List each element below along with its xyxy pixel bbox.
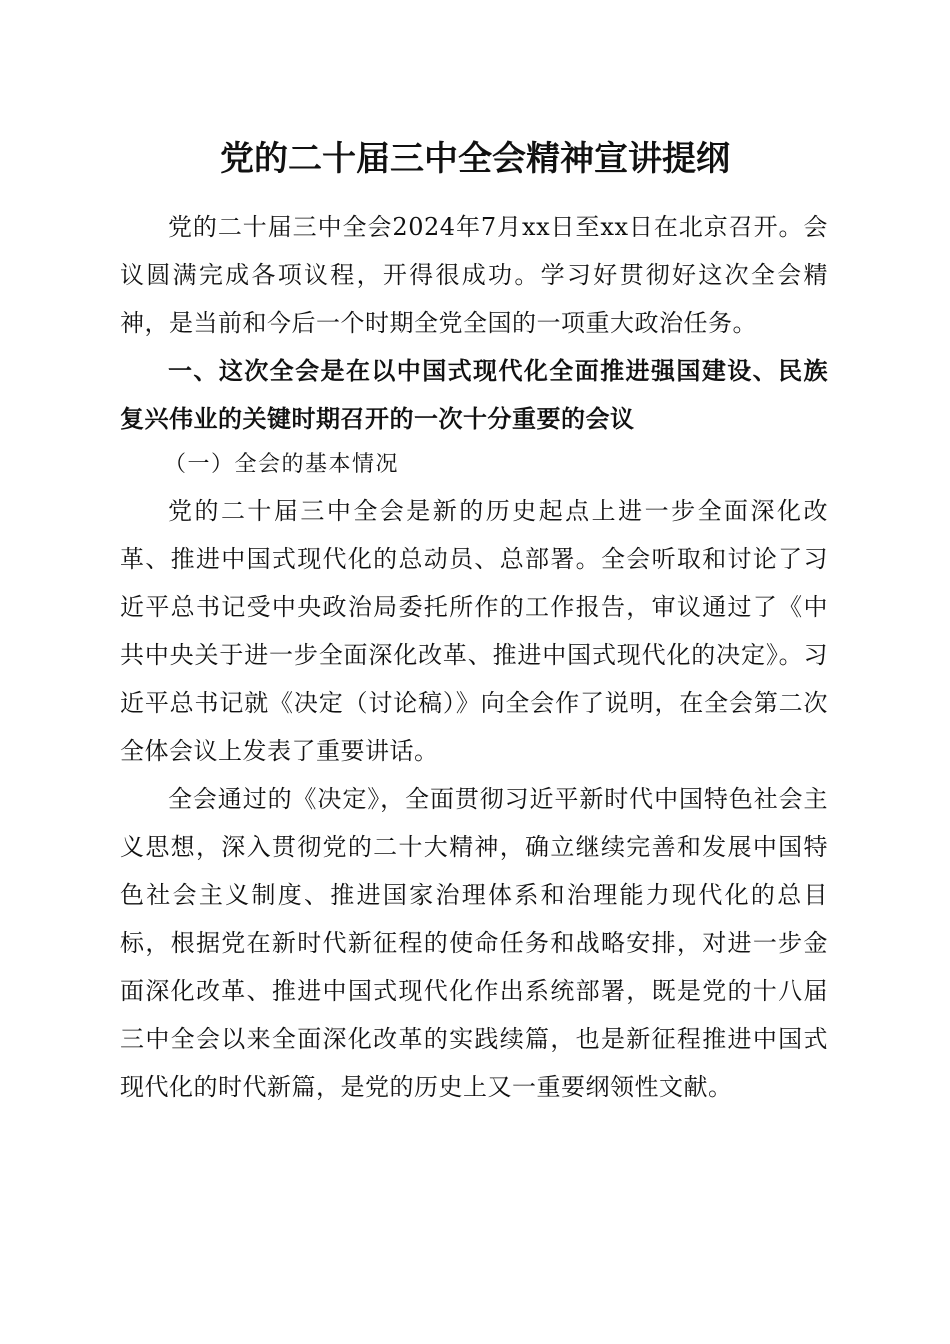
section-1-heading: 一、这次全会是在以中国式现代化全面推进强国建设、民族复兴伟业的关键时期召开的一次十分重要的会议 bbox=[120, 357, 828, 433]
intro-paragraph: 党的二十届三中全会2024年7月xx日至xx日在北京召开。会议圆满完成各项议程，开得很成功。学习好贯彻好这次全会精神，是当前和今后一个时期全党全国的一项重大政治任务。 bbox=[120, 213, 828, 337]
document-title: 党的二十届三中全会精神宣讲提纲 bbox=[220, 139, 730, 179]
paragraph-2: 党的二十届三中全会是新的历史起点上进一步全面深化改革、推进中国式现代化的总动员、总部署。全会听取和讨论了习近平总书记受中央政治局委托所作的工作报告，审议通过了《中共中央关于进一步全面深化改革、推进中国式现代化的决定》。习近平总书记就《决定（讨论稿）》向全会作了说明，在全会第二次全体会议上发表了重要讲话。 bbox=[120, 497, 828, 765]
paragraph-3: 全会通过的《决定》，全面贯彻习近平新时代中国特色社会主义思想，深入贯彻党的二十大精神，确立继续完善和发展中国特色社会主义制度、推进国家治理体系和治理能力现代化的总目标，根据党在新时代新征程的使命任务和战略安排，对进一步金面深化改革、推进中国式现代化作出系统部署，既是党的十八届三中全会以来全面深化改革的实践续篇，也是新征程推进中国式现代化的时代新篇，是党的历史上又一重要纲领性文献。 bbox=[120, 785, 828, 1101]
subsection-1-heading: （一）全会的基本情况 bbox=[164, 452, 400, 477]
document-body bbox=[120, 203, 828, 1111]
